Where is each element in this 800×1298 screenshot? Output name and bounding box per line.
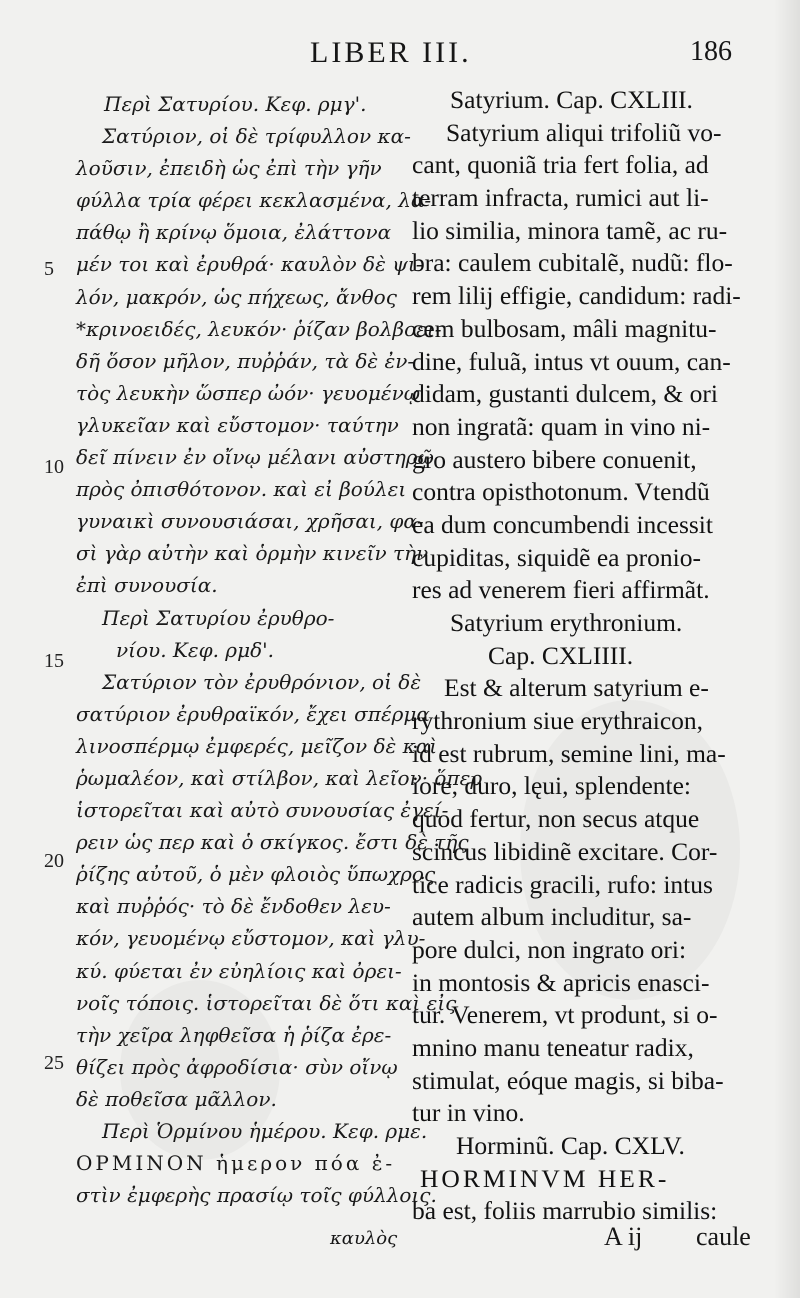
greek-chapter-heading: νίου. Κεφ. ρμδ'. — [116, 637, 274, 662]
greek-chapter-heading: Περὶ Σατυρίου ἐρυθρο- — [102, 605, 335, 630]
greek-text-line: κόν, γευομένῳ εὔστομον, καὶ γλυ- — [76, 926, 426, 951]
greek-text-line: λόν, μακρόν, ὡς πήχεως, ἄνθος — [76, 284, 397, 309]
latin-chapter-heading: Satyrium erythronium. — [450, 608, 683, 637]
greek-text-line: ῥωμαλέον, καὶ στίλβον, καὶ λεῖον· ὅπερ — [76, 765, 483, 790]
latin-chapter-heading: Horminũ. Cap. CXLV. — [456, 1131, 685, 1160]
latin-text-line: rythronium siue erythraicon, — [412, 706, 704, 736]
latin-text-line: id est rubrum, semine lini, ma- — [412, 738, 726, 768]
greek-text-line: ἱστορεῖται καὶ αὐτὸ συνουσίας ἐγεί- — [76, 798, 449, 823]
latin-text-line: gro austero bibere conuenit, — [412, 444, 697, 474]
latin-text-line: cant, quoniã tria fert folia, ad — [412, 150, 709, 180]
latin-text-line: Satyrium aliqui trifoliũ vo- — [446, 117, 722, 147]
greek-chapter-heading: Περὶ Σατυρίου. Κεφ. ρμγ'. — [104, 92, 367, 116]
greek-text-line: λοῦσιν, ἐπειδὴ ὡς ἐπὶ τὴν γῆν — [76, 156, 382, 181]
greek-text-line: νοῖς τόποις. ἱστορεῖται δὲ ὅτι καὶ εἰς — [76, 990, 457, 1015]
greek-text-line: μέν τοι καὶ ἐρυθρά· καυλὸν δὲ ψι- — [76, 252, 423, 277]
page-header — [0, 36, 800, 84]
greek-text-line: δὲ ποθεῖσα μᾶλλον. — [76, 1086, 277, 1111]
greek-text-line: πρὸς ὀπισθότονον. καὶ εἰ βούλει — [76, 477, 407, 502]
page-number: 186 — [690, 36, 732, 67]
latin-column — [412, 84, 772, 1228]
latin-text-line: ea dum concumbendi incessit — [412, 509, 713, 539]
latin-text-line: lio similia, minora tamẽ, ac ru- — [412, 215, 728, 245]
greek-text-line: ἐπὶ συνουσία. — [76, 573, 218, 598]
latin-text-line: ba est, foliis marrubio similis: — [412, 1196, 718, 1226]
latin-text-line: iore, duro, lęui, splendente: — [412, 771, 692, 801]
greek-text-line: κύ. φύεται ἐν εὐηλίοις καὶ ὀρει- — [76, 958, 402, 983]
greek-text-line: ΟΡΜΙΝΟΝ ἡμερον πόα ἐ- — [76, 1151, 396, 1176]
latin-text-line: scincus libidinẽ excitare. Cor- — [412, 836, 718, 866]
greek-text-line: *κρινοειδές, λευκόν· ῥίζαν βολβοει- — [76, 316, 442, 341]
latin-text-line: non ingratã: quam in vino ni- — [412, 411, 711, 441]
greek-text-line: γυναικὶ συνουσιάσαι, χρῆσαι, φα- — [76, 509, 424, 534]
latin-text-line: stimulat, eóque magis, si biba- — [412, 1065, 724, 1095]
latin-catchword: caule — [696, 1222, 751, 1251]
latin-text-line: quod fertur, non secus atque — [412, 804, 700, 834]
greek-chapter-heading: Περὶ Ὁρμίνου ἡμέρου. Κεφ. ρμε. — [102, 1119, 428, 1143]
greek-text-line: λινοσπέρμῳ ἐμφερές, μεῖζον δὲ καὶ — [76, 733, 438, 758]
greek-text-line: τὴν χεῖρα ληφθεῖσα ἡ ῥίζα ἐρε- — [76, 1022, 392, 1047]
margin-line-number: 5 — [44, 258, 54, 280]
latin-text-line: res ad venerem fieri affirmãt. — [412, 575, 710, 605]
margin-line-number: 25 — [44, 1052, 64, 1074]
margin-line-number: 15 — [44, 650, 64, 672]
latin-text-line: tur in vino. — [412, 1098, 525, 1128]
latin-text-line: dine, fuluã, intus vt ouum, can- — [412, 346, 731, 376]
greek-text-line: φύλλα τρία φέρει κεκλασμένα, λα- — [76, 188, 432, 213]
latin-text-line: cem bulbosam, mâli magnitu- — [412, 313, 717, 343]
greek-text-line: γλυκεῖαν καὶ εὔστομον· ταύτην — [76, 412, 399, 437]
greek-text-line: τὸς λευκὴν ὥσπερ ὠόν· γευομένῳ — [76, 380, 421, 405]
latin-text-line: bra: caulem cubitalẽ, nudũ: flo- — [412, 248, 733, 278]
latin-text-line: terram infracta, rumici aut li- — [412, 183, 709, 213]
latin-text-line: didam, gustanti dulcem, & ori — [412, 379, 718, 409]
greek-text-line: σὶ γὰρ αὐτὴν καὶ ὁρμὴν κινεῖν τὴν — [76, 541, 429, 566]
latin-text-line: HORMINVM HER- — [420, 1163, 670, 1193]
latin-text-line: Est & alterum satyrium e- — [444, 673, 709, 703]
latin-text-line: in montosis & apricis enasci- — [412, 967, 710, 997]
latin-text-line: tur. Venerem, vt produnt, si o- — [412, 1000, 718, 1030]
greek-text-line: Σατύριον, οἱ δὲ τρίφυλλον κα- — [102, 124, 411, 149]
greek-catchword: καυλὸς — [330, 1228, 398, 1249]
margin-line-number: 20 — [44, 850, 64, 872]
greek-text-line: ῥίζης αὐτοῦ, ὁ μὲν φλοιὸς ὕπωχρος — [76, 862, 436, 887]
page-edge-shadow — [774, 0, 800, 1298]
latin-text-line: contra opisthotonum. Vtendũ — [412, 477, 710, 507]
greek-text-line: σατύριον ἐρυθραϊκόν, ἔχει σπέρμα — [76, 701, 430, 726]
latin-text-line: autem album includitur, sa- — [412, 902, 692, 932]
latin-chapter-heading: Satyrium. Cap. CXLIII. — [450, 85, 693, 114]
greek-text-line: στὶν ἐμφερὴς πρασίῳ τοῖς φύλλοις. — [76, 1183, 437, 1208]
latin-text-line: cupiditas, siquidẽ ea pronio- — [412, 542, 701, 572]
latin-text-line: pore dulci, non ingrato ori: — [412, 934, 687, 964]
greek-text-line: θίζει πρὸς ἀφροδίσια· σὺν οἴνῳ — [76, 1054, 398, 1079]
latin-text-line: tice radicis gracili, rufo: intus — [412, 869, 713, 899]
greek-text-line: καὶ πυῤῥός· τὸ δὲ ἔνδοθεν λευ- — [76, 894, 391, 919]
greek-text-line: ρειν ὡς περ καὶ ὁ σκίγκος. ἔστι δὲ τῆς — [76, 830, 469, 855]
latin-chapter-heading: Cap. CXLIIII. — [488, 640, 634, 670]
greek-text-line: Σατύριον τὸν ἐρυθρόνιον, οἱ δὲ — [102, 669, 422, 694]
greek-text-line: δεῖ πίνειν ἐν οἴνῳ μέλανι αὐστηρῷ — [76, 445, 434, 470]
margin-line-number: 10 — [44, 456, 64, 478]
greek-text-line: δῆ ὅσον μῆλον, πυῤῥάν, τὰ δὲ ἐν- — [76, 348, 415, 373]
greek-text-line: πάθῳ ἢ κρίνῳ ὅμοια, ἐλάττονα — [76, 220, 392, 245]
latin-text-line: mnino manu teneatur radix, — [412, 1032, 694, 1062]
latin-text-line: rem lilij effigie, candidum: radi- — [412, 281, 741, 311]
running-title: LIBER III. — [310, 36, 472, 69]
signature-mark: A ij — [604, 1222, 643, 1251]
